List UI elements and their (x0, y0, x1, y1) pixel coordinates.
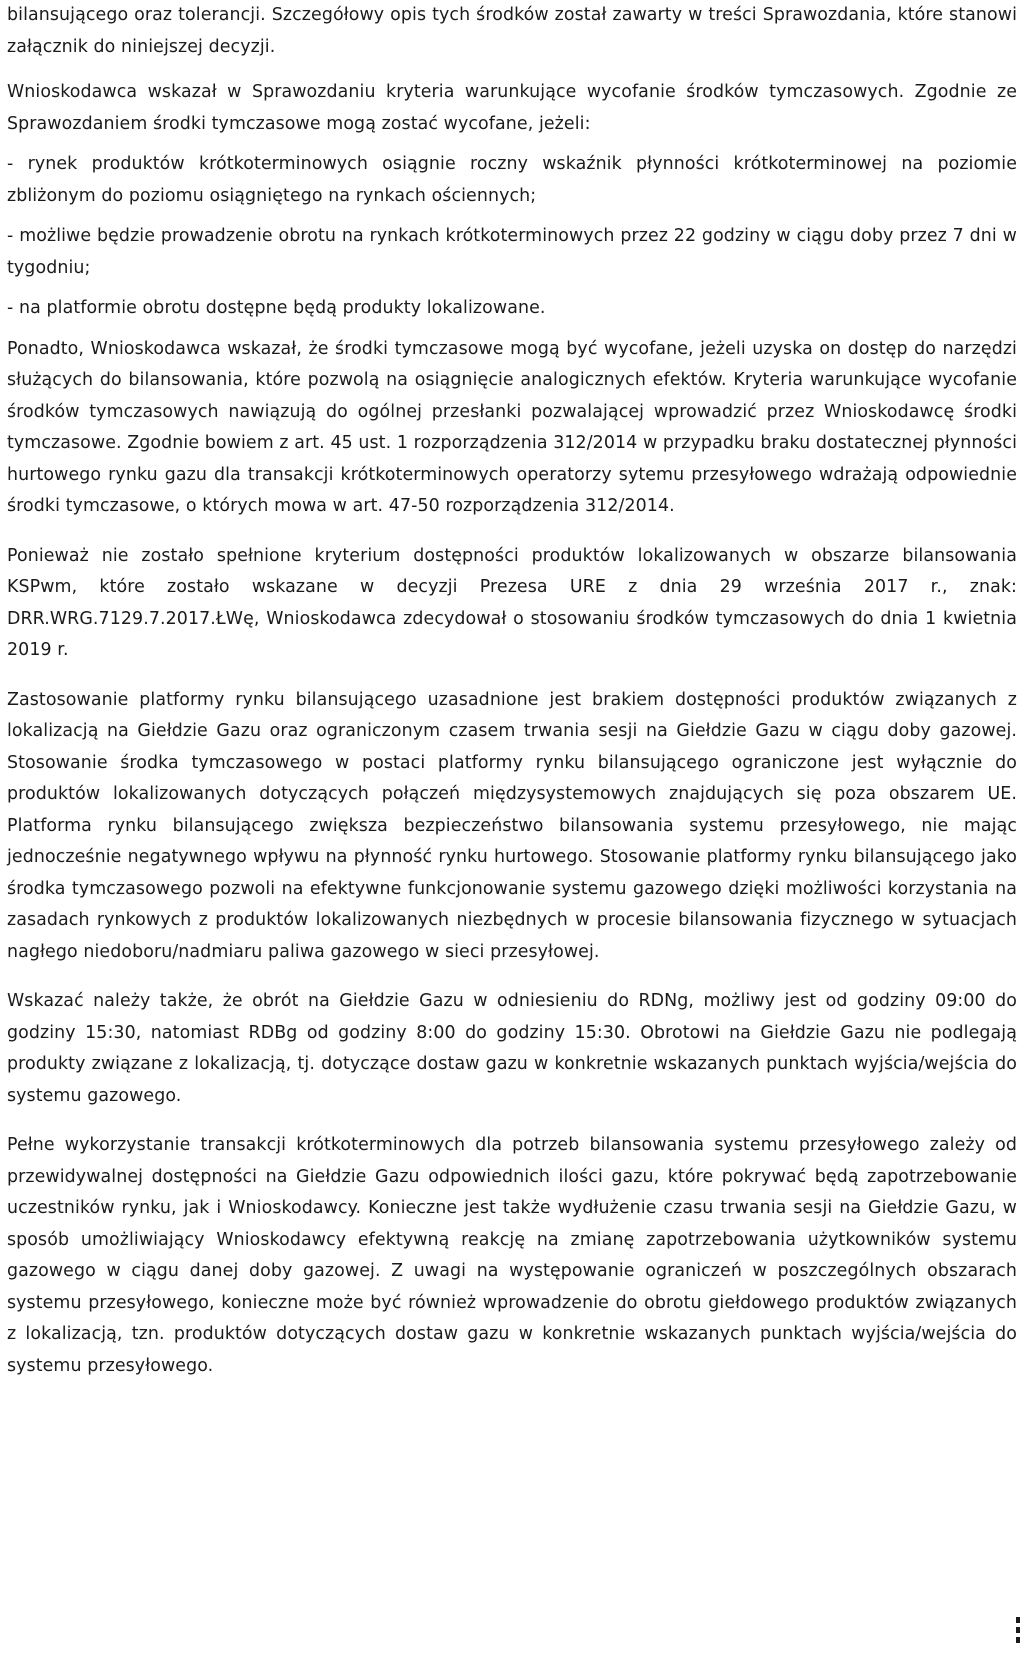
paragraph-kspwm-decision: Ponieważ nie zostało spełnione kryterium dostępności produktów lokalizowanych w obszarze bilansowania KSPwm, które zostało wskazane w decyzji Prezesa URE z dnia 29 września 2017 r., znak: DRR.WRG.7129.7.2017.ŁWę, Wnioskodawca zdecydował o stosowaniu środków tymczasowych do dnia 1 kwietnia 2019 r. (7, 545, 1017, 660)
paragraph-withdrawal-criteria-intro: Wnioskodawca wskazał w Sprawozdaniu kryteria warunkujące wycofanie środków tymczasowych. Zgodnie ze Sprawozdaniem środki tymczasowe mogą zostać wycofane, jeżeli: (7, 82, 1017, 134)
document-page (7, 0, 1017, 1382)
paragraph-balancing-platform: Zastosowanie platformy rynku bilansującego uzasadnione jest brakiem dostępności produktów związanych z lokalizacją na Giełdzie Gazu oraz ograniczonym czasem trwania sesji na Giełdzie Gazu w ciągu doby gazowej. Stosowanie środka tymczasowego w postaci platformy rynku bilansującego ograniczone jest wyłącznie do produktów lokalizowanych dotyczących połączeń międzysystemowych znajdujących się poza obszarem UE. Platforma rynku bilansującego zwiększa bezpieczeństwo bilansowania systemu przesyłowego, nie mając jednocześnie negatywnego wpływu na płynność rynku hurtowego. Stosowanie platformy rynku bilansującego jako środka tymczasowego pozwoli na efektywne funkcjonowanie systemu gazowego dzięki możliwości korzystania na zasadach rynkowych z produktów lokalizowanych niezbędnych w procesie bilansowania fizycznego w sytuacjach nagłego niedoboru/nadmiaru paliwa gazowego w sieci przesyłowej. (7, 689, 1017, 962)
scan-edge-mark (1016, 1617, 1020, 1643)
paragraph-exchange-trading-hours: Wskazać należy także, że obrót na Giełdzie Gazu w odniesieniu do RDNg, możliwy jest od godziny 09:00 do godziny 15:30, natomiast RDBg od godziny 8:00 do godziny 15:30. Obrotowi na Giełdzie Gazu nie podlegają produkty związane z lokalizacją, tj. dotyczące dostaw gazu w konkretnie wskazanych punktach wyjścia/wejścia do systemu gazowego. (7, 991, 1017, 1106)
paragraph-short-term-transactions: Pełne wykorzystanie transakcji krótkoterminowych dla potrzeb bilansowania systemu przesyłowego zależy od przewidywalnej dostępności na Giełdzie Gazu odpowiednich ilości gazu, które pokrywać będą zapotrzebowanie uczestników rynku, jak i Wnioskodawcy. Konieczne jest także wydłużenie czasu trwania sesji na Giełdzie Gazu, w sposób umożliwiający Wnioskodawcy efektywną reakcję na zmianę zapotrzebowania użytkowników systemu gazowego w ciągu danej doby gazowej. Z uwagi na występowanie ograniczeń w poszczególnych obszarach systemu przesyłowego, konieczne może być również wprowadzenie do obrotu giełdowego produktów związanych z lokalizacją, tzn. produktów dotyczących dostaw gazu w konkretnie wskazanych punktach wyjścia/wejścia do systemu przesyłowego. (7, 1135, 1017, 1376)
list-item-localized-products-criterion: - na platformie obrotu dostępne będą produkty lokalizowane. (7, 298, 546, 318)
paragraph-balancing-tolerance: bilansującego oraz tolerancji. Szczegółowy opis tych środków został zawarty w treści Sprawozdania, które stanowi załącznik do niniejszej decyzji. (7, 5, 1017, 57)
list-item-trading-hours-criterion: - możliwe będzie prowadzenie obrotu na rynkach krótkoterminowych przez 22 godziny w ciągu doby przez 7 dni w tygodniu; (7, 226, 1017, 278)
paragraph-balancing-tools: Ponadto, Wnioskodawca wskazał, że środki tymczasowe mogą być wycofane, jeżeli uzyska on dostęp do narzędzi służących do bilansowania, które pozwolą na osiągnięcie analogicznych efektów. Kryteria warunkujące wycofanie środków tymczasowych nawiązują do ogólnej przesłanki pozwalającej wprowadzić przez Wnioskodawcę środki tymczasowe. Zgodnie bowiem z art. 45 ust. 1 rozporządzenia 312/2014 w przypadku braku dostatecznej płynności hurtowego rynku gazu dla transakcji krótkoterminowych operatorzy sytemu przesyłowego wdrażają odpowiednie środki tymczasowe, o których mowa w art. 47-50 rozporządzenia 312/2014. (7, 338, 1017, 516)
list-item-liquidity-criterion: - rynek produktów krótkoterminowych osiągnie roczny wskaźnik płynności krótkoterminowej na poziomie zbliżonym do poziomu osiągniętego na rynkach ościennych; (7, 154, 1017, 206)
